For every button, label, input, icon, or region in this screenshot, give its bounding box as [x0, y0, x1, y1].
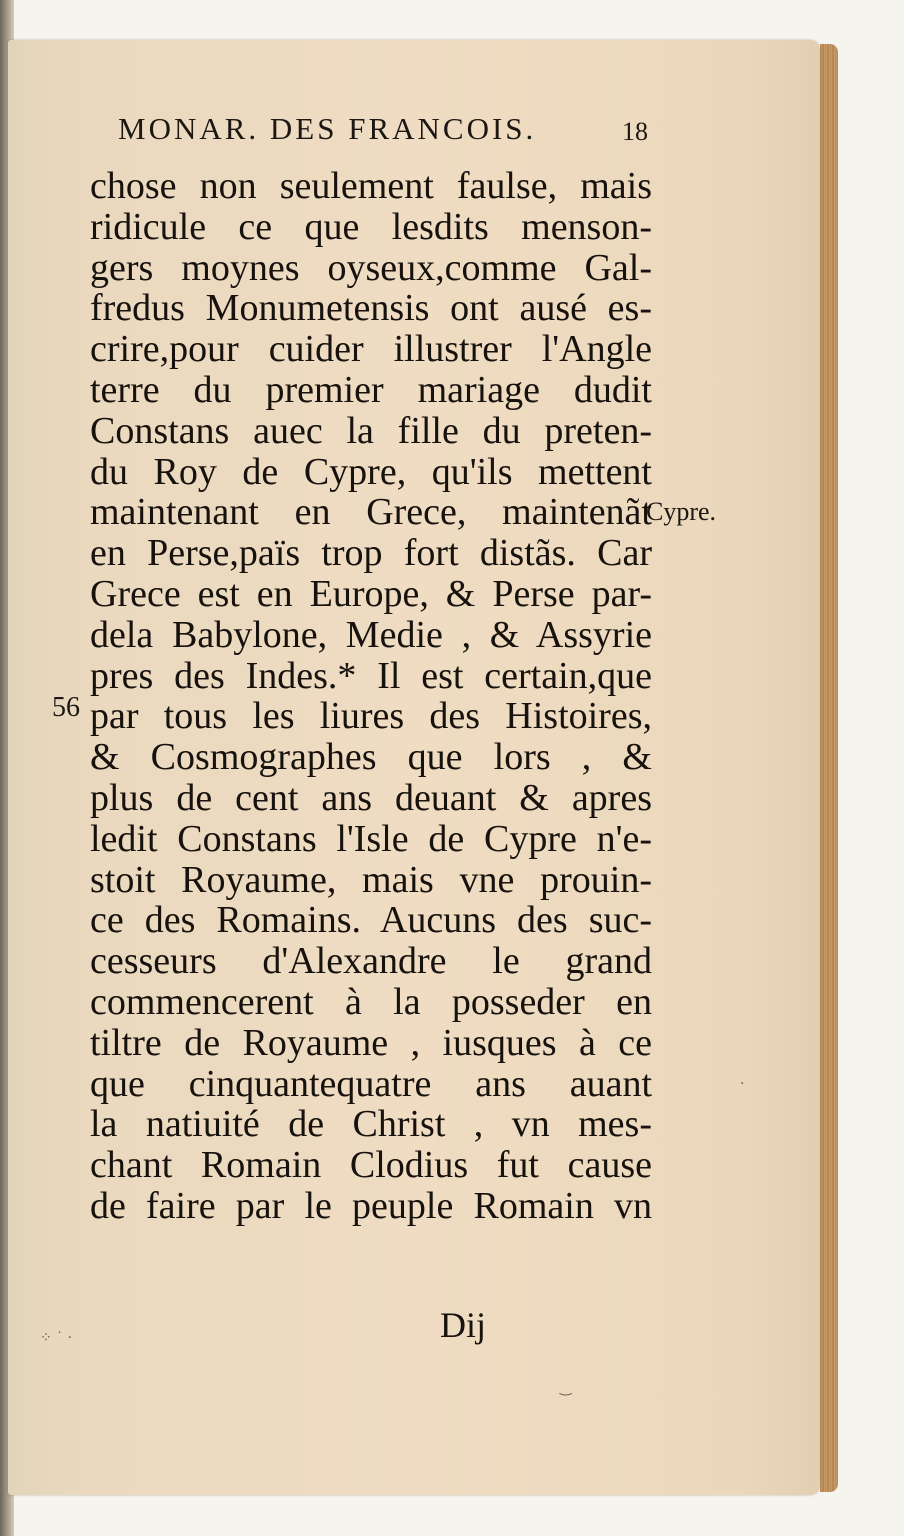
text-line: tiltre de Royaume , iusques à ce	[90, 1021, 652, 1064]
text-line: commencerent à la posseder en	[90, 980, 652, 1023]
ink-smudge: ⁘ ˙ ·	[40, 1330, 73, 1346]
body-text	[90, 166, 652, 1227]
text-line: fredus Monumetensis ont ausé es-	[90, 287, 652, 330]
page-edges	[820, 44, 838, 1492]
signature-mark: Dij	[440, 1305, 487, 1345]
text-line: que cinquantequatre ans auant	[90, 1062, 652, 1105]
page-number: 18	[622, 117, 648, 146]
text-line: ledit Constans l'Isle de Cypre n'e-	[90, 817, 652, 860]
text-line: ridicule ce que lesdits menson-	[90, 205, 652, 248]
text-line: plus de cent ans deuant & apres	[90, 776, 652, 819]
text-line: & Cosmographes que lors , &	[90, 736, 652, 779]
text-line: ce des Romains. Aucuns des suc-	[90, 899, 652, 942]
text-line: en Perse,païs trop fort distãs. Car	[90, 532, 652, 575]
marginal-line-number: 56	[52, 692, 80, 723]
text-line: par tous les liures des Histoires,	[90, 695, 652, 738]
text-line: maintenant en Grece, maintenãt	[90, 491, 652, 534]
text-line: crire,pour cuider illustrer l'Angle	[90, 328, 652, 371]
text-line: stoit Royaume, mais vne prouin-	[90, 858, 652, 901]
text-line: cesseurs d'Alexandre le grand	[90, 940, 652, 983]
ink-smudge: ‿	[560, 1380, 572, 1396]
text-line: terre du premier mariage dudit	[90, 368, 652, 411]
running-header	[118, 111, 648, 151]
text-line: du Roy de Cypre, qu'ils mettent	[90, 450, 652, 493]
text-line: gers moynes oyseux,comme Gal-	[90, 246, 652, 289]
text-line: chant Romain Clodius fut cause	[90, 1144, 652, 1187]
text-line: chose non seulement faulse, mais	[90, 165, 652, 207]
text-line: pres des Indes.* Il est certain,que	[90, 654, 652, 697]
text-line: Grece est en Europe, & Perse par-	[90, 572, 652, 615]
text-line: la natiuité de Christ , vn mes-	[90, 1103, 652, 1146]
text-line: de faire par le peuple Romain vn	[90, 1184, 652, 1227]
text-line: Constans auec la fille du preten-	[90, 409, 652, 452]
running-title: MONAR. DES FRANCOIS.	[118, 111, 537, 146]
ink-speck: ·	[740, 1076, 745, 1092]
text-line: dela Babylone, Medie , & Assyrie	[90, 613, 652, 656]
marginal-note: Cypre.	[646, 497, 717, 526]
